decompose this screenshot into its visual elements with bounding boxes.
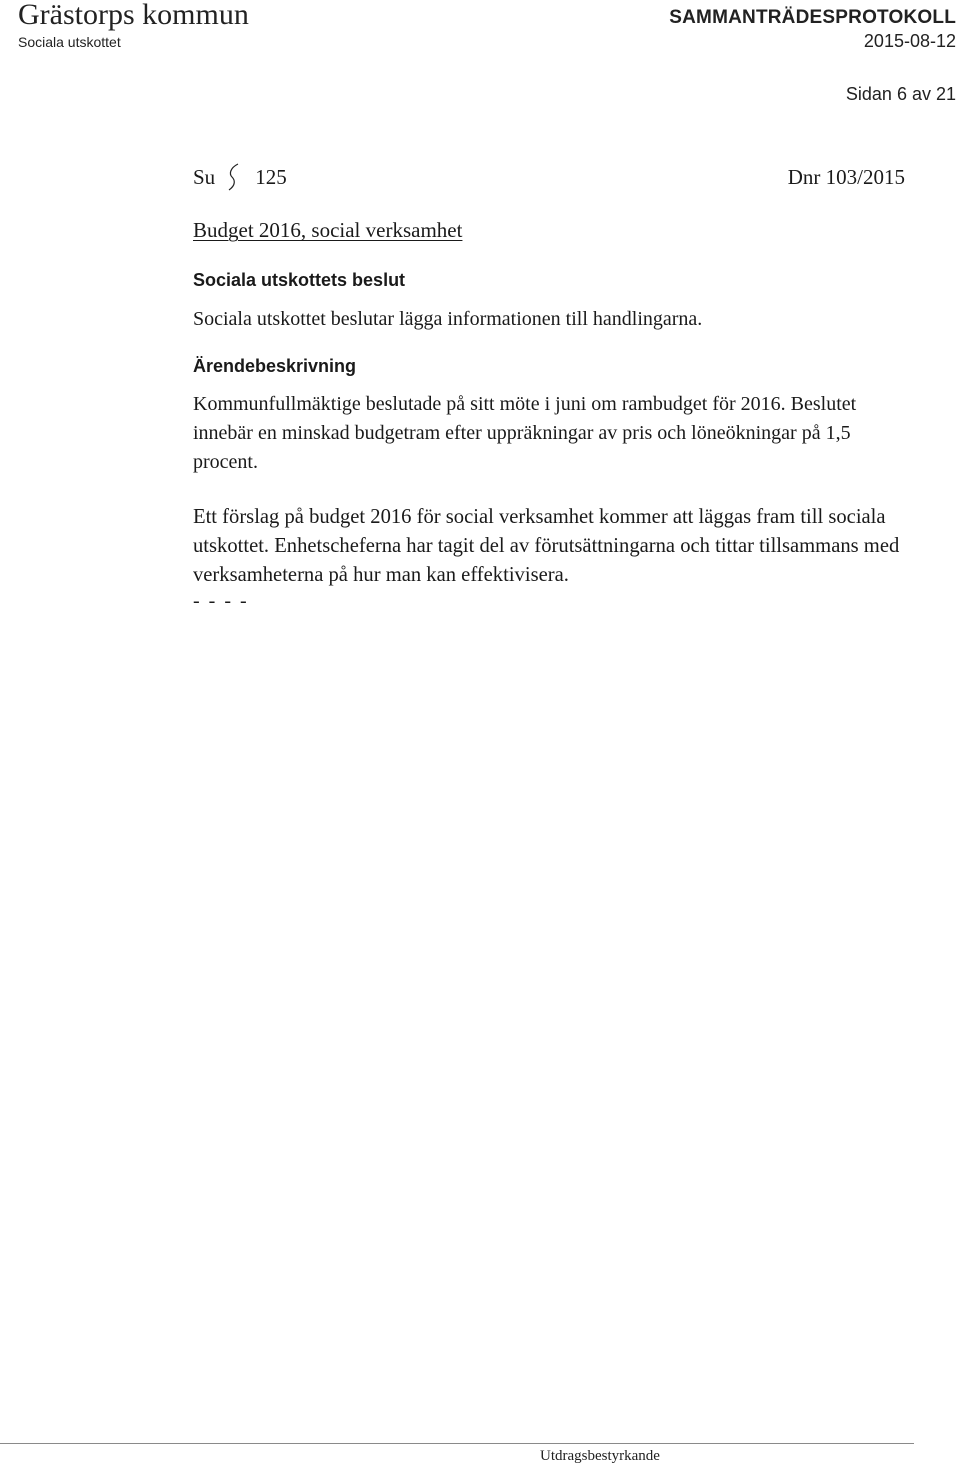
section-separator: - - - -	[193, 590, 249, 612]
department-name: Sociala utskottet	[18, 34, 121, 50]
paragraph-number-group	[193, 162, 287, 192]
decision-heading: Sociala utskottets beslut	[193, 270, 406, 290]
certification-label: Utdragsbestyrkande	[540, 1448, 660, 1464]
meeting-date: 2015-08-12	[863, 31, 956, 51]
description-paragraph-2: Ett förslag på budget 2016 för social verksamhet kommer att läggas fram till sociala utskottet. Enhetscheferna har tagit del av förutsättningarna och tittar tillsammans med verksamheterna på hur man kan effektivisera.	[193, 506, 900, 586]
paragraph-line	[193, 162, 905, 194]
paragraph-number: 125	[255, 164, 287, 189]
footer-divider	[0, 1443, 914, 1444]
description-heading: Ärendebeskrivning	[193, 356, 357, 376]
case-subject: Budget 2016, social verksamhet	[193, 218, 463, 242]
section-sign-icon	[223, 162, 245, 192]
diary-number: Dnr 103/2015	[787, 165, 905, 189]
decision-text: Sociala utskottet beslutar lägga informationen till handlingarna.	[193, 308, 703, 330]
page-number: Sidan 6 av 21	[845, 84, 956, 104]
document-type: SAMMANTRÄDESPROTOKOLL	[669, 7, 956, 28]
description-paragraph-1: Kommunfullmäktige beslutade på sitt möte i juni om rambudget för 2016. Beslutet innebär en minskad budgetram efter uppräkningar av pris och löneökningar på 1,5 procent.	[193, 393, 857, 473]
organization-name: Grästorps kommun	[18, 0, 249, 31]
paragraph-prefix: Su	[193, 164, 216, 189]
